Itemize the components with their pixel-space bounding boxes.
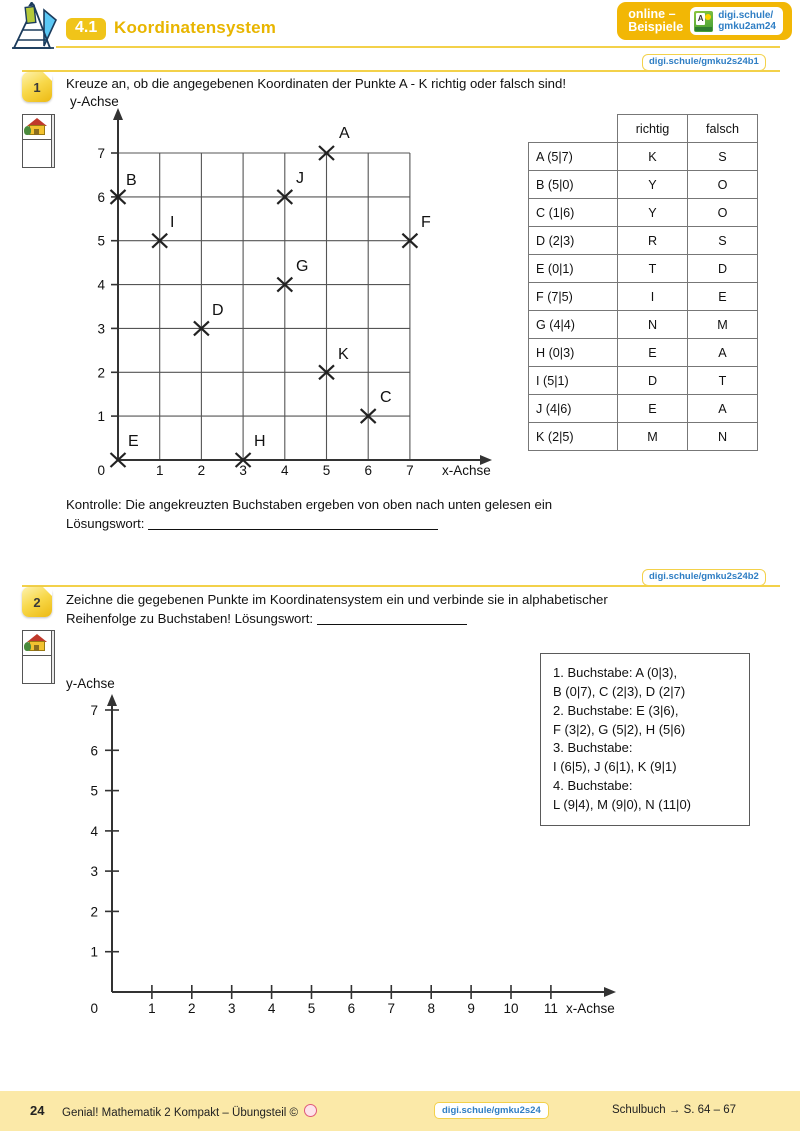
- grid-2-ytick-2: 2: [90, 904, 98, 920]
- loesungswort-input-1[interactable]: [148, 529, 438, 530]
- loesungswort-label-1: Lösungswort:: [66, 516, 145, 531]
- points-list-line: 1. Buchstabe: A (0|3),: [553, 665, 678, 680]
- house-icon: [27, 634, 47, 652]
- online-link-line1: digi.schule/: [718, 9, 774, 21]
- grid-2-xtick-5: 5: [307, 1001, 316, 1016]
- grid-1-ytick-1: 1: [97, 409, 105, 425]
- grid-2-ytick-4: 4: [90, 823, 98, 839]
- online-examples-badge[interactable]: [617, 2, 792, 40]
- page-number: 24: [30, 1103, 45, 1118]
- point-label-D: D: [212, 302, 224, 319]
- grid-2-ytick-5: 5: [90, 783, 98, 799]
- table-cell-richtig[interactable]: Y: [618, 171, 688, 199]
- exercise-1-instruction: Kreuze an, ob die angegebenen Koordinaten der Punkte A - K richtig oder falsch sind!: [66, 76, 566, 91]
- table-cell-falsch[interactable]: A: [688, 395, 758, 423]
- digi-tag-exercise-2[interactable]: digi.schule/gmku2s24b2: [642, 569, 766, 586]
- grid-2-xlabel: x-Achse: [566, 1001, 615, 1016]
- grid-2-xtick-3: 3: [227, 1001, 236, 1016]
- online-link-text: [718, 10, 776, 32]
- table-cell-point: J (4|6): [529, 395, 618, 423]
- table-cell-point: G (4|4): [529, 311, 618, 339]
- point-label-J: J: [296, 170, 304, 187]
- table-cell-point: A (5|7): [529, 143, 618, 171]
- page-footer: [0, 1091, 800, 1131]
- table-row: [529, 283, 758, 311]
- grid-1-ytick-7: 7: [97, 146, 105, 161]
- table-row: [529, 423, 758, 451]
- coordinate-system-2: [58, 668, 638, 1023]
- table-row: [529, 395, 758, 423]
- table-cell-richtig[interactable]: T: [618, 255, 688, 283]
- table-row: [529, 255, 758, 283]
- drawing-tools-logo: [4, 2, 62, 54]
- footer-reference: Schulbuch → S. 64 – 67: [612, 1104, 737, 1116]
- grid-1-ytick-0: 0: [97, 463, 105, 478]
- table-cell-falsch[interactable]: T: [688, 367, 758, 395]
- point-label-A: A: [339, 125, 350, 142]
- grid-2-ytick-1: 1: [90, 944, 98, 960]
- point-label-H: H: [254, 433, 266, 450]
- grid-2-ylabel: y-Achse: [66, 676, 115, 691]
- grid-1-xtick-2: 2: [197, 463, 206, 478]
- grid-2-ytick-3: 3: [90, 864, 98, 880]
- point-label-C: C: [380, 389, 392, 406]
- table-cell-falsch[interactable]: E: [688, 283, 758, 311]
- grid-1-ylabel: y-Achse: [70, 94, 119, 109]
- exercise-1-number: 1: [22, 72, 52, 102]
- coordinate-system-1: [60, 94, 520, 479]
- grid-1-points: [111, 146, 418, 467]
- grid-1-xlabel: x-Achse: [442, 463, 491, 478]
- grid-2-xtick-8: 8: [427, 1001, 435, 1016]
- online-link-line2: gmku2am24: [718, 21, 776, 32]
- app-icon-letter: A: [697, 13, 704, 23]
- app-icon-dot: [705, 14, 711, 20]
- points-list-line: 4. Buchstabe:: [553, 778, 633, 794]
- app-icon: [694, 11, 713, 32]
- chapter-number: 4.1: [66, 18, 106, 40]
- table-row: [529, 311, 758, 339]
- table-cell-richtig[interactable]: E: [618, 339, 688, 367]
- points-list-line: 2. Buchstabe: E (3|6),: [553, 702, 679, 718]
- table-row: [529, 143, 758, 171]
- point-label-I: I: [170, 214, 175, 231]
- point-label-K: K: [338, 346, 349, 363]
- grid-2-xtick-1: 1: [148, 1001, 156, 1016]
- table-header-blank: [529, 115, 618, 143]
- control-line-1: Kontrolle: Die angekreuzten Buchstaben ergeben von oben nach unten gelesen ein: [66, 497, 553, 512]
- table-cell-falsch[interactable]: N: [688, 423, 758, 451]
- exercise-2-instruction-line-2: [66, 610, 778, 629]
- grid-2-ytick-6: 6: [90, 743, 98, 759]
- grid-1-xtick-6: 6: [364, 463, 372, 478]
- table-cell-point: E (0|1): [529, 255, 618, 283]
- table-cell-richtig[interactable]: Y: [618, 199, 688, 227]
- table-cell-falsch[interactable]: O: [688, 199, 758, 227]
- homework-icon-exercise-1: [22, 114, 54, 170]
- table-row: [529, 367, 758, 395]
- table-row: [529, 171, 758, 199]
- copyright-mark-icon: [304, 1104, 317, 1117]
- online-link-chip[interactable]: [690, 7, 783, 35]
- table-cell-richtig[interactable]: N: [618, 311, 688, 339]
- grid-1-svg: [60, 94, 520, 479]
- homework-icon-exercise-2: [22, 630, 54, 686]
- control-line-2: [66, 515, 766, 534]
- table-cell-point: F (7|5): [529, 283, 618, 311]
- grid-2-xtick-4: 4: [267, 1001, 276, 1016]
- grid-2-xtick-7: 7: [387, 1001, 396, 1016]
- answer-table-body: [529, 115, 758, 451]
- grid-2-xtick-2: 2: [188, 1001, 196, 1016]
- table-row: [529, 227, 758, 255]
- grid-1-xtick-4: 4: [281, 463, 289, 478]
- loesungswort-label-2: Reihenfolge zu Buchstaben! Lösungswort:: [66, 611, 314, 626]
- answer-table: [528, 114, 758, 451]
- title-divider: [56, 46, 780, 48]
- digi-tag-exercise-1[interactable]: digi.schule/gmku2s24b1: [642, 54, 766, 71]
- table-cell-falsch[interactable]: S: [688, 227, 758, 255]
- grid-2-svg: [58, 668, 638, 1023]
- house-icon: [27, 118, 47, 136]
- points-list-line: I (6|5), J (6|1), K (9|1): [553, 759, 677, 775]
- table-cell-richtig[interactable]: K: [618, 143, 688, 171]
- point-label-B: B: [126, 172, 137, 189]
- table-cell-falsch[interactable]: S: [688, 143, 758, 171]
- grid-2-xtick-10: 10: [503, 1001, 519, 1016]
- app-icon-bar: [695, 27, 712, 31]
- grid-2-xtick-9: 9: [467, 1001, 475, 1016]
- table-cell-point: H (0|3): [529, 339, 618, 367]
- grid-1-ytick-6: 6: [97, 189, 105, 205]
- table-cell-richtig[interactable]: I: [618, 283, 688, 311]
- online-badge-line1: online –: [628, 6, 676, 21]
- table-cell-richtig[interactable]: D: [618, 367, 688, 395]
- footer-title: [62, 1104, 317, 1119]
- table-cell-point: K (2|5): [529, 423, 618, 451]
- table-row: [529, 199, 758, 227]
- exercise-2-number: 2: [22, 587, 52, 617]
- table-cell-richtig[interactable]: E: [618, 395, 688, 423]
- grid-1-xtick-5: 5: [322, 463, 331, 478]
- grid-1-xtick-1: 1: [155, 463, 164, 478]
- online-badge-text: [628, 8, 683, 35]
- footer-digi-badge[interactable]: digi.schule/gmku2s24: [434, 1102, 549, 1119]
- table-cell-falsch[interactable]: O: [688, 171, 758, 199]
- exercise-2-instruction-line-1: Zeichne die gegebenen Punkte im Koordinatensystem ein und verbinde sie in alphabetischer: [66, 592, 608, 607]
- online-badge-line2: Beispiele: [628, 20, 684, 34]
- grid-2-ytick-0: 0: [90, 1001, 98, 1016]
- table-header-richtig: richtig: [618, 115, 688, 143]
- table-cell-falsch[interactable]: M: [688, 311, 758, 339]
- table-cell-falsch[interactable]: A: [688, 339, 758, 367]
- grid-1-ytick-3: 3: [97, 321, 105, 337]
- grid-1-xtick-3: 3: [239, 463, 247, 478]
- grid-1-ytick-5: 5: [97, 233, 105, 249]
- table-cell-richtig[interactable]: M: [618, 423, 688, 451]
- table-cell-point: I (5|1): [529, 367, 618, 395]
- point-label-E: E: [128, 433, 139, 450]
- table-cell-point: B (5|0): [529, 171, 618, 199]
- point-label-G: G: [296, 258, 309, 275]
- points-list-line: B (0|7), C (2|3), D (2|7): [553, 683, 686, 699]
- points-list-line: 3. Buchstabe:: [553, 740, 633, 756]
- page-title: Koordinatensystem: [114, 18, 277, 37]
- grid-2-xtick-11: 11: [543, 1001, 558, 1016]
- footer-title-text: Genial! Mathematik 2 Kompakt – Übungsteil ©: [62, 1107, 299, 1119]
- table-header-falsch: falsch: [688, 115, 758, 143]
- grid-1-ytick-2: 2: [97, 365, 105, 381]
- point-label-F: F: [421, 214, 431, 231]
- points-list-line: L (9|4), M (9|0), N (11|0): [553, 796, 691, 812]
- grid-1-ytick-4: 4: [97, 277, 105, 293]
- table-cell-falsch[interactable]: D: [688, 255, 758, 283]
- table-cell-richtig[interactable]: R: [618, 227, 688, 255]
- grid-2-xtick-6: 6: [347, 1001, 356, 1016]
- points-list-line: F (3|2), G (5|2), H (5|6): [553, 721, 686, 737]
- table-cell-point: D (2|3): [529, 227, 618, 255]
- page-header: [0, 0, 800, 52]
- grid-2-ytick-7: 7: [90, 703, 98, 718]
- grid-1-xtick-7: 7: [406, 463, 414, 478]
- grid-1-point-labels: [126, 125, 431, 450]
- table-header-row: [529, 115, 758, 143]
- table-cell-point: C (1|6): [529, 199, 618, 227]
- table-row: [529, 339, 758, 367]
- loesungswort-input-2[interactable]: [317, 624, 467, 625]
